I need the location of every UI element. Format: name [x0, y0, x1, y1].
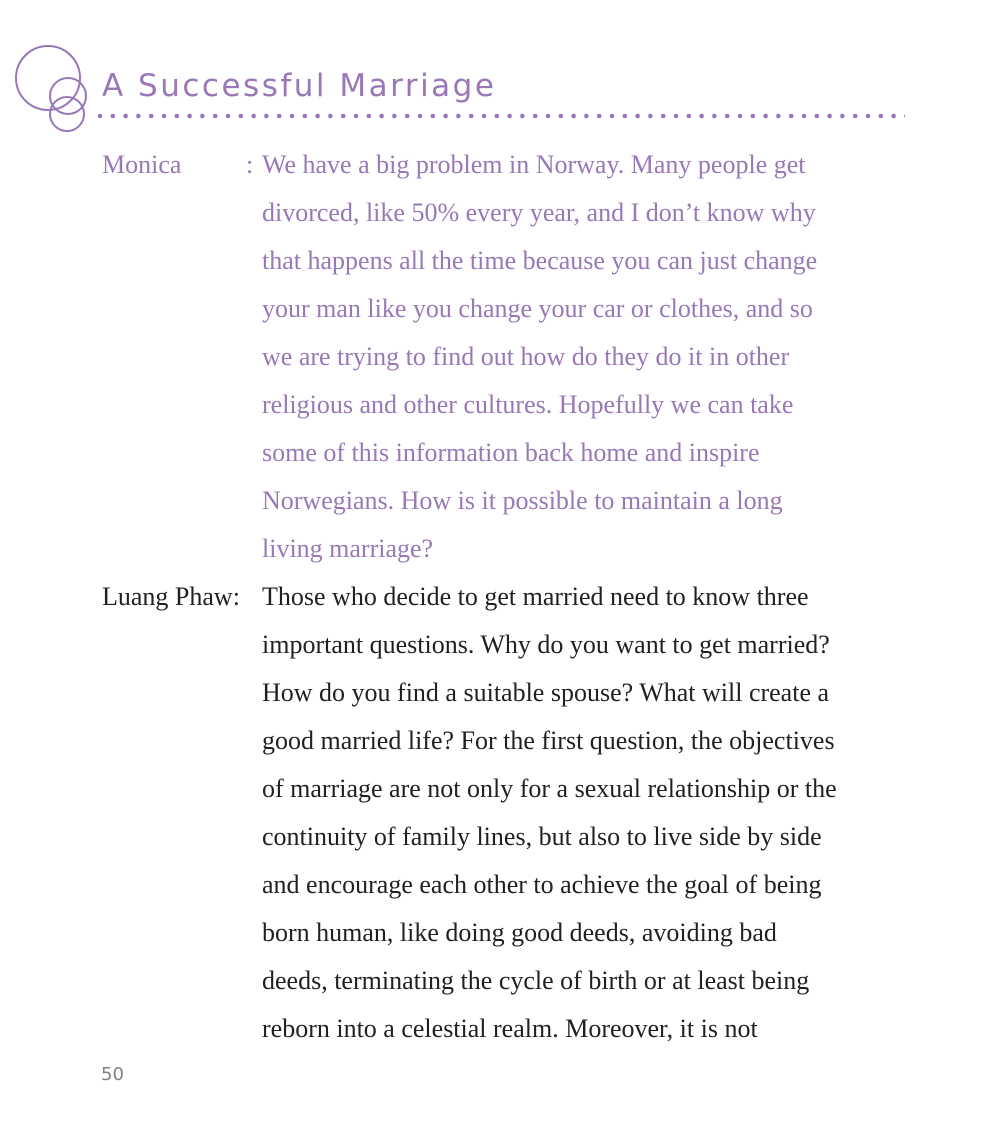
- speech-text: [262, 573, 922, 1053]
- divider-dot: [789, 114, 794, 119]
- divider-dot: [149, 114, 154, 119]
- divider-dot: [392, 114, 397, 119]
- divider-dot: [840, 114, 845, 119]
- divider-dot: [597, 114, 602, 119]
- divider-dot: [303, 114, 308, 119]
- divider-dot: [687, 114, 692, 119]
- divider-dot: [559, 114, 564, 119]
- divider-dot: [98, 114, 103, 119]
- divider-dot: [418, 114, 423, 119]
- speech-line: We have a big problem in Norway. Many people get: [262, 150, 806, 179]
- divider-dot: [290, 114, 295, 119]
- speech-line: continuity of family lines, but also to live side by side: [262, 822, 822, 851]
- divider-dot: [213, 114, 218, 119]
- divider-dot: [239, 114, 244, 119]
- divider-dot: [456, 114, 461, 119]
- divider-dot: [443, 114, 448, 119]
- speech-line: good married life? For the first question, the objectives: [262, 726, 835, 755]
- speaker-colon: :: [246, 150, 254, 179]
- divider-dot: [533, 114, 538, 119]
- divider-dot: [200, 114, 205, 119]
- divider-dot: [712, 114, 717, 119]
- divider-dot: [584, 114, 589, 119]
- speech-line: Those who decide to get married need to know three: [262, 582, 809, 611]
- divider-dot: [699, 114, 704, 119]
- divider-dot: [571, 114, 576, 119]
- divider-dot: [469, 114, 474, 119]
- speech-line: How do you find a suitable spouse? What will create a: [262, 678, 830, 707]
- speech-line: that happens all the time because you can just change: [262, 246, 818, 275]
- divider-dot: [648, 114, 653, 119]
- divider-dot: [661, 114, 666, 119]
- divider-dot: [162, 114, 167, 119]
- divider-dot: [904, 114, 905, 119]
- speech-line: we are trying to find out how do they do it in other: [262, 342, 790, 371]
- speech-line: reborn into a celestial realm. Moreover, it is not: [262, 1014, 758, 1043]
- divider-dot: [264, 114, 269, 119]
- divider-dot: [226, 114, 231, 119]
- dialogue: [0, 141, 1000, 1053]
- divider-dot: [507, 114, 512, 119]
- divider-dot: [866, 114, 871, 119]
- divider-dot: [610, 114, 615, 119]
- divider-dot: [315, 114, 320, 119]
- speech-line: born human, like doing good deeds, avoiding bad: [262, 918, 777, 947]
- speech-line: some of this information back home and inspire: [262, 438, 760, 467]
- divider-dot: [187, 114, 192, 119]
- dotted-divider: [97, 112, 905, 120]
- divider-dot: [751, 114, 756, 119]
- divider-dot: [136, 114, 141, 119]
- speech-line: Norwegians. How is it possible to maintain a long: [262, 486, 783, 515]
- divider-dot: [175, 114, 180, 119]
- speech-line: deeds, terminating the cycle of birth or at least being: [262, 966, 810, 995]
- divider-dot: [776, 114, 781, 119]
- divider-dot: [482, 114, 487, 119]
- speech-line: living marriage?: [262, 534, 434, 563]
- divider-dot: [802, 114, 807, 119]
- divider-dot: [738, 114, 743, 119]
- divider-dot: [251, 114, 256, 119]
- speech-line: important questions. Why do you want to get married?: [262, 630, 830, 659]
- speaker-name: Monica: [102, 150, 182, 179]
- divider-dot: [277, 114, 282, 119]
- page-title: A Successful Marriage: [102, 68, 497, 104]
- divider-dot: [635, 114, 640, 119]
- divider-dot: [879, 114, 884, 119]
- divider-dot: [367, 114, 372, 119]
- divider-dot: [123, 114, 128, 119]
- divider-dot: [405, 114, 410, 119]
- divider-dot: [725, 114, 730, 119]
- divider-dot: [815, 114, 820, 119]
- divider-dot: [354, 114, 359, 119]
- speech-line: your man like you change your car or clothes, and so: [262, 294, 813, 323]
- divider-dot: [495, 114, 500, 119]
- divider-dot: [111, 114, 116, 119]
- speaker-name: Luang Phaw:: [102, 582, 240, 611]
- dialogue-turn-luang-phaw: [0, 573, 1000, 1053]
- divider-dot: [431, 114, 436, 119]
- divider-dot: [328, 114, 333, 119]
- divider-dot: [827, 114, 832, 119]
- speech-line: and encourage each other to achieve the goal of being: [262, 870, 822, 899]
- divider-dot: [623, 114, 628, 119]
- speech-line: divorced, like 50% every year, and I don’t know why: [262, 198, 816, 227]
- divider-dot: [520, 114, 525, 119]
- divider-dot: [546, 114, 551, 119]
- speech-line: of marriage are not only for a sexual relationship or the: [262, 774, 837, 803]
- divider-dot: [341, 114, 346, 119]
- divider-dot: [853, 114, 858, 119]
- divider-dot: [674, 114, 679, 119]
- divider-dot: [763, 114, 768, 119]
- divider-dot: [891, 114, 896, 119]
- speech-text: [262, 141, 922, 573]
- speech-line: religious and other cultures. Hopefully we can take: [262, 390, 794, 419]
- overlapping-circles-icon: [10, 40, 110, 140]
- page-number: 50: [101, 1064, 124, 1085]
- divider-dot: [379, 114, 384, 119]
- dialogue-turn-monica: [0, 141, 1000, 573]
